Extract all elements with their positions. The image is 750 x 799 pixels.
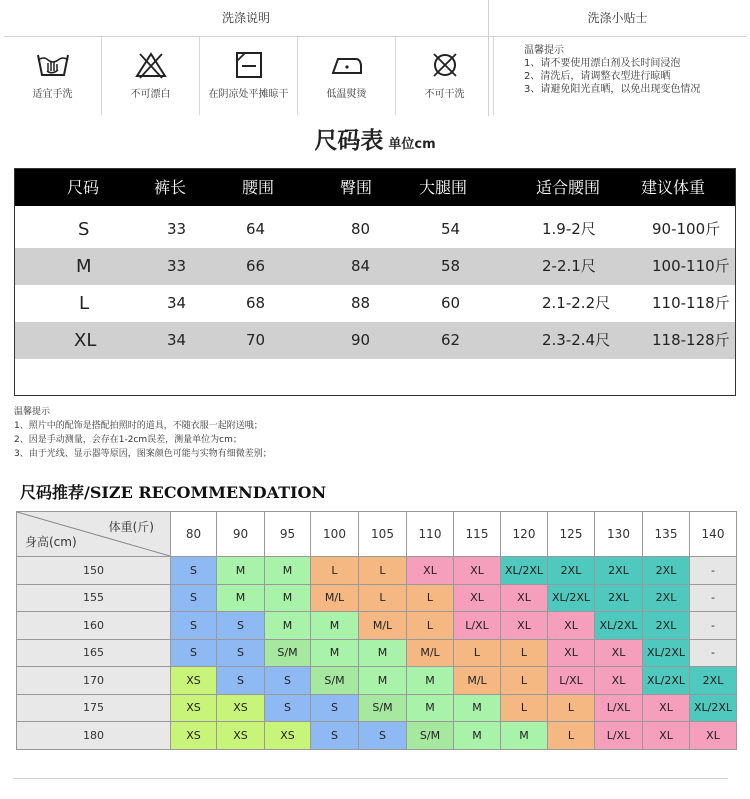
care-tips-header: 洗涤小贴士 <box>489 0 746 37</box>
size-recommendation-cell: M <box>407 694 454 722</box>
weight-header-cell: 140 <box>690 512 737 557</box>
size-recommendation-cell: S <box>171 557 217 585</box>
care-tips <box>524 44 700 96</box>
size-cell: 2.3-2.4尺 <box>542 331 611 349</box>
header-cell: 臀围 <box>340 178 373 197</box>
size-cell: 70 <box>246 331 266 349</box>
size-recommendation-cell: 2XL <box>548 557 595 585</box>
header-cell: 适合腰围 <box>536 178 601 197</box>
size-cell: 66 <box>246 257 266 275</box>
size-cell: 90 <box>351 331 371 349</box>
size-recommendation-cell: L/XL <box>595 722 643 750</box>
size-recommendation-cell: S <box>217 667 265 695</box>
header-cell: 建议体重 <box>641 178 706 197</box>
size-recommendation-cell: 2XL <box>595 584 643 612</box>
size-recommendation-cell: XS <box>171 667 217 695</box>
height-label: 身高(cm) <box>25 535 77 549</box>
care-label: 低温熨烫 <box>326 89 367 100</box>
weight-header-cell: 125 <box>548 512 595 557</box>
size-row-l <box>15 285 735 322</box>
size-recommendation-cell: XL/2XL <box>643 639 690 667</box>
size-recommendation-cell: S <box>171 639 217 667</box>
size-recommendation-cell: S <box>217 612 265 640</box>
size-cell: 68 <box>246 294 266 312</box>
size-recommendation-cell: S <box>171 584 217 612</box>
size-cell: 34 <box>167 331 187 349</box>
weight-header-cell: 80 <box>171 512 217 557</box>
size-recommendation-cell: XL <box>595 639 643 667</box>
size-cell: 34 <box>167 294 187 312</box>
care-label: 不可漂白 <box>130 89 171 100</box>
size-recommendation-cell: M <box>407 667 454 695</box>
size-recommendation-cell: M <box>311 612 359 640</box>
size-recommendation-cell: XL/2XL <box>548 584 595 612</box>
size-row-s <box>15 211 735 248</box>
size-recommendation-cell: XL <box>643 722 690 750</box>
size-cell: 58 <box>441 257 461 275</box>
size-recommendation-cell: L <box>311 557 359 585</box>
size-recommendation-cell: M <box>501 722 548 750</box>
note-line: 2、因是手动测量，会存在1-2cm误差，测量单位为cm； <box>14 435 242 445</box>
size-recommendation-cell: S/M <box>359 694 407 722</box>
height-row <box>17 722 737 750</box>
size-recommendation-cell: - <box>690 557 737 585</box>
weight-header-cell: 135 <box>643 512 690 557</box>
size-recommendation-cell: L/XL <box>454 612 501 640</box>
size-recommendation-cell: XS <box>171 722 217 750</box>
size-recommendation-cell: - <box>690 612 737 640</box>
size-cell: 80 <box>351 220 371 238</box>
size-recommendation-cell: XL <box>643 694 690 722</box>
size-recommendation-cell: XL <box>407 557 454 585</box>
weight-header-row <box>17 512 737 557</box>
height-row <box>17 667 737 695</box>
height-row <box>17 694 737 722</box>
no-dry-clean-icon <box>428 51 462 79</box>
height-row <box>17 639 737 667</box>
size-recommendation-cell: M <box>265 584 311 612</box>
tip-line: 温馨提示 <box>524 45 564 56</box>
size-recommendation-cell: XL/2XL <box>501 557 548 585</box>
size-cell: 1.9-2尺 <box>542 220 596 238</box>
size-recommendation-cell: L <box>501 639 548 667</box>
size-recommendation-cell: S <box>171 612 217 640</box>
size-cell: 118-128斤 <box>652 331 730 349</box>
size-recommendation-cell: 2XL <box>643 584 690 612</box>
height-cell: 180 <box>17 722 171 750</box>
size-recommendation-cell: XL/2XL <box>643 667 690 695</box>
size-recommendation-cell: L <box>454 639 501 667</box>
size-recommendation-cell: XL <box>548 639 595 667</box>
size-recommendation-cell: M/L <box>359 612 407 640</box>
size-recommendation-cell: XL <box>690 722 737 750</box>
size-notes <box>14 405 272 461</box>
no-bleach-icon <box>134 51 168 79</box>
size-recommendation-cell: S <box>311 694 359 722</box>
size-recommendation-cell: M <box>217 584 265 612</box>
low-iron-icon <box>330 51 364 79</box>
care-label: 在阴凉处平摊晾干 <box>208 89 289 100</box>
weight-header-cell: 100 <box>311 512 359 557</box>
weight-header-cell: 115 <box>454 512 501 557</box>
size-recommendation-cell: 2XL <box>643 557 690 585</box>
height-cell: 150 <box>17 557 171 585</box>
height-cell: 165 <box>17 639 171 667</box>
size-recommendation-cell: L <box>359 584 407 612</box>
size-recommendation-cell: M/L <box>454 667 501 695</box>
weight-header-cell: 105 <box>359 512 407 557</box>
care-item-flat-dry <box>200 37 298 115</box>
size-recommendation-cell: M <box>359 639 407 667</box>
size-recommendation-cell: XL <box>548 612 595 640</box>
size-cell: S <box>78 219 90 240</box>
size-cell: 33 <box>167 220 187 238</box>
size-chart-title <box>0 122 750 155</box>
note-line: 温馨提示 <box>14 407 51 417</box>
header-cell: 尺码 <box>67 178 100 197</box>
size-recommendation-cell: 2XL <box>595 557 643 585</box>
weight-header-cell: 95 <box>265 512 311 557</box>
size-recommendation-cell: M/L <box>407 639 454 667</box>
size-cell: 90-100斤 <box>652 220 721 238</box>
size-chart-unit: 单位cm <box>388 137 436 152</box>
care-instructions <box>4 0 746 116</box>
note-line: 1、照片中的配饰是搭配拍照时的道具，不随衣服一起附送哦； <box>14 421 263 431</box>
size-cell: 54 <box>441 220 461 238</box>
weight-header-cell: 90 <box>217 512 265 557</box>
size-recommendation-cell: S/M <box>407 722 454 750</box>
size-recommendation-table <box>16 511 737 750</box>
height-row <box>17 557 737 585</box>
size-recommendation-cell: L <box>501 667 548 695</box>
size-recommendation-cell: 2XL <box>690 667 737 695</box>
size-cell: 88 <box>351 294 371 312</box>
size-cell: XL <box>74 330 97 351</box>
size-recommendation-cell: S <box>359 722 407 750</box>
header-cell: 裤长 <box>154 178 187 197</box>
header-cell: 腰围 <box>242 178 275 197</box>
size-chart-table <box>14 168 736 396</box>
corner-cell <box>17 512 171 557</box>
care-item-hand-wash <box>4 37 102 115</box>
height-row <box>17 612 737 640</box>
size-cell: 60 <box>441 294 461 312</box>
size-recommendation-cell: XL <box>595 667 643 695</box>
flat-dry-shade-icon <box>232 51 266 79</box>
size-row-xl <box>15 322 735 359</box>
weight-label: 体重(斤) <box>108 520 154 534</box>
size-cell: M <box>76 256 92 277</box>
care-item-no-dry-clean <box>396 37 494 115</box>
care-item-low-iron <box>298 37 396 115</box>
care-label: 不可干洗 <box>424 89 465 100</box>
size-recommendation-cell: XS <box>171 694 217 722</box>
height-cell: 160 <box>17 612 171 640</box>
care-header: 洗涤说明 <box>4 0 488 37</box>
size-recommendation-cell: XS <box>217 722 265 750</box>
size-recommendation-cell: M <box>265 612 311 640</box>
size-row-m <box>15 248 735 285</box>
size-recommendation-cell: XL <box>501 584 548 612</box>
size-recommendation-cell: L <box>407 584 454 612</box>
size-recommendation-cell: S <box>311 722 359 750</box>
size-recommendation-cell: XL/2XL <box>690 694 737 722</box>
size-recommendation-cell: M <box>217 557 265 585</box>
size-recommendation-cell: 2XL <box>643 612 690 640</box>
weight-header-cell: 120 <box>501 512 548 557</box>
size-recommendation-cell: S/M <box>265 639 311 667</box>
size-recommendation-cell: - <box>690 639 737 667</box>
size-cell: 2.1-2.2尺 <box>542 294 611 312</box>
tip-line: 2、清洗后，请调整衣型进行晾晒 <box>524 71 671 82</box>
size-cell: 2-2.1尺 <box>542 257 596 275</box>
size-recommendation-cell: XL <box>454 584 501 612</box>
size-cell: 84 <box>351 257 371 275</box>
height-cell: 175 <box>17 694 171 722</box>
size-cell: 62 <box>441 331 461 349</box>
size-recommendation-cell: M <box>265 557 311 585</box>
size-cell: 110-118斤 <box>652 294 730 312</box>
size-recommendation-cell: S <box>217 639 265 667</box>
size-recommendation-cell: L <box>548 694 595 722</box>
care-item-no-bleach <box>102 37 200 115</box>
tip-line: 3、请避免阳光直晒，以免出现变色情况 <box>524 84 701 95</box>
bottom-divider <box>14 778 728 779</box>
size-recommendation-cell: S/M <box>311 667 359 695</box>
weight-header-cell: 110 <box>407 512 454 557</box>
height-cell: 155 <box>17 584 171 612</box>
size-recommendation-cell: - <box>690 584 737 612</box>
size-recommendation-cell: L <box>407 612 454 640</box>
care-label: 适宜手洗 <box>32 89 73 100</box>
note-line: 3、由于光线、显示器等原因，图案颜色可能与实物有细微差别； <box>14 449 272 459</box>
size-recommendation-cell: XL <box>454 557 501 585</box>
size-recommendation-cell: S <box>265 667 311 695</box>
size-recommendation-cell: XL/2XL <box>595 612 643 640</box>
size-cell: L <box>79 293 90 314</box>
size-recommendation-cell: M <box>454 722 501 750</box>
size-cell: 64 <box>246 220 266 238</box>
height-cell: 170 <box>17 667 171 695</box>
size-recommendation-cell: L <box>548 722 595 750</box>
hand-wash-icon <box>36 51 70 79</box>
size-chart-heading: 尺码表 <box>314 128 384 154</box>
size-recommendation-cell: L/XL <box>548 667 595 695</box>
size-recommendation-cell: XL <box>501 612 548 640</box>
size-cell: 33 <box>167 257 187 275</box>
size-recommendation-cell: M/L <box>311 584 359 612</box>
header-cell: 大腿围 <box>419 178 468 197</box>
size-recommendation-cell: L <box>359 557 407 585</box>
size-recommendation-title: 尺码推荐/SIZE RECOMMENDATION <box>20 483 327 502</box>
size-recommendation-cell: M <box>359 667 407 695</box>
size-cell: 100-110斤 <box>652 257 730 275</box>
tip-line: 1、请不要使用漂白剂及长时间浸泡 <box>524 58 681 69</box>
size-recommendation-cell: XS <box>265 722 311 750</box>
size-recommendation-cell: M <box>454 694 501 722</box>
size-recommendation-cell: L <box>501 694 548 722</box>
size-recommendation-cell: S <box>265 694 311 722</box>
size-recommendation-cell: M <box>311 639 359 667</box>
size-recommendation-cell: XS <box>217 694 265 722</box>
height-row <box>17 584 737 612</box>
size-recommendation-cell: L/XL <box>595 694 643 722</box>
weight-header-cell: 130 <box>595 512 643 557</box>
size-chart-header-row <box>15 169 735 206</box>
